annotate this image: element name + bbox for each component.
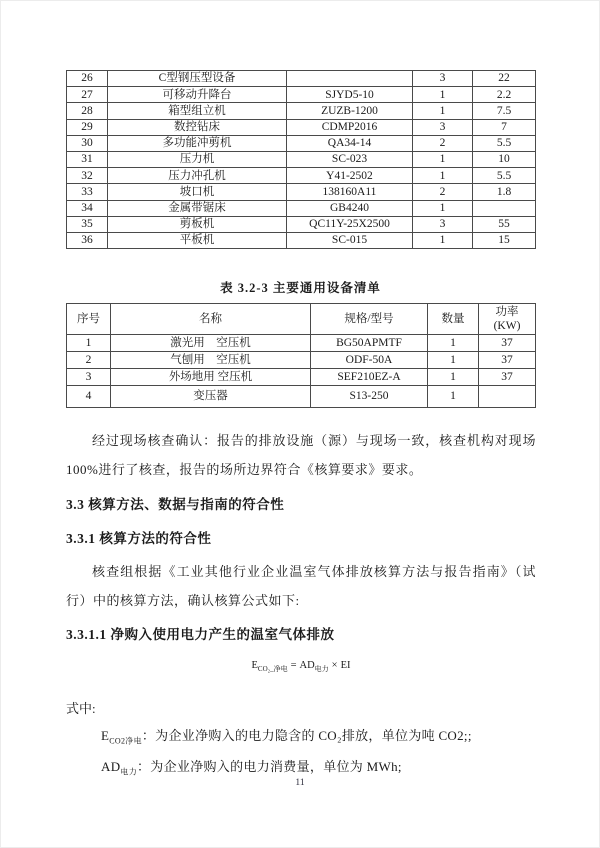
header-power [479, 304, 536, 335]
equipment-table-continued [66, 70, 536, 249]
cell-qty: 1 [413, 151, 473, 167]
cell-qty: 1 [428, 386, 479, 408]
cell-model: Y41-2502 [287, 168, 413, 184]
table-row [67, 232, 536, 248]
cell-no: 32 [67, 168, 108, 184]
cell-qty: 1 [428, 352, 479, 369]
cell-qty: 1 [413, 87, 473, 103]
definition-sub: 电力 [120, 767, 137, 777]
cell-no: 1 [67, 335, 111, 352]
cell-no: 28 [67, 103, 108, 119]
header-model: 规格/型号 [311, 304, 428, 335]
formula-rhs-sub: 电力 [314, 665, 329, 674]
header-power-line2: (KW) [493, 320, 521, 332]
table-row [67, 168, 536, 184]
definition-sub: CO2净电 [109, 736, 142, 746]
cell-no: 31 [67, 151, 108, 167]
paragraph-method-basis: 核查组根据《工业其他行业企业温室气体排放核算方法与报告指南》（试行）中的核算方法，确认核算公式如下: [66, 564, 536, 608]
header-name: 名称 [111, 304, 311, 335]
cell-no: 27 [67, 87, 108, 103]
cell-no: 29 [67, 119, 108, 135]
cell-power: 7.5 [473, 103, 536, 119]
cell-qty: 3 [413, 71, 473, 87]
table-row [67, 103, 536, 119]
cell-name: 平板机 [108, 232, 287, 248]
table-row [67, 369, 536, 386]
cell-model: GB4240 [287, 200, 413, 216]
cell-name: C型钢压型设备 [108, 71, 287, 87]
cell-no: 34 [67, 200, 108, 216]
cell-name: 多功能冲剪机 [108, 135, 287, 151]
definition-text: ：为企业净购入的电力隐含的 CO₂排放，单位为吨 CO2;; [141, 728, 472, 743]
cell-model: 138160A11 [287, 184, 413, 200]
table-caption: 表 3.2-3 主要通用设备清单 [220, 281, 381, 295]
cell-qty: 2 [413, 135, 473, 151]
general-equipment-table [66, 303, 536, 408]
cell-name: 坡口机 [108, 184, 287, 200]
table-row [67, 87, 536, 103]
formula-rhs-base: AD [299, 660, 315, 671]
cell-name: 压力机 [108, 151, 287, 167]
definition-base: AD [101, 759, 121, 774]
cell-power: 2.2 [473, 87, 536, 103]
cell-power: 15 [473, 232, 536, 248]
cell-name: 外场地用 空压机 [111, 369, 311, 386]
cell-power: 1.8 [473, 184, 536, 200]
where-label: 式中: [66, 701, 96, 716]
cell-name: 变压器 [111, 386, 311, 408]
cell-qty: 1 [413, 200, 473, 216]
formula-lhs-sub: CO₂_净电 [257, 665, 288, 674]
table-row [67, 151, 536, 167]
cell-name: 压力冲孔机 [108, 168, 287, 184]
cell-no: 36 [67, 232, 108, 248]
header-qty: 数量 [428, 304, 479, 335]
section-heading-3-3: 3.3 核算方法、数据与指南的符合性 [66, 497, 285, 512]
cell-power: 37 [479, 335, 536, 352]
cell-name: 激光用 空压机 [111, 335, 311, 352]
table-header-row [67, 304, 536, 335]
cell-name: 气刨用 空压机 [111, 352, 311, 369]
paragraph-site-check: 经过现场核查确认：报告的排放设施（源）与现场一致，核查机构对现场100%进行了核查，报告的场所边界符合《核算要求》要求。 [66, 433, 536, 477]
cell-no: 35 [67, 216, 108, 232]
cell-model: QA34-14 [287, 135, 413, 151]
cell-no: 4 [67, 386, 111, 408]
table-row [67, 200, 536, 216]
cell-name: 剪板机 [108, 216, 287, 232]
cell-qty: 3 [413, 216, 473, 232]
formula-lhs-base: E [251, 660, 258, 671]
cell-model: SEF210EZ-A [311, 369, 428, 386]
cell-qty: 1 [413, 232, 473, 248]
header-power-line1: 功率 [495, 305, 519, 318]
cell-model: QC11Y-25X2500 [287, 216, 413, 232]
cell-model: CDMP2016 [287, 119, 413, 135]
cell-model: BG50APMTF [311, 335, 428, 352]
cell-model: ODF-50A [311, 352, 428, 369]
cell-power: 37 [479, 369, 536, 386]
section-heading-3-3-1-1: 3.3.1.1 净购入使用电力产生的温室气体排放 [66, 627, 335, 642]
formula-times: × [331, 660, 338, 671]
cell-power: 22 [473, 71, 536, 87]
table-row [67, 352, 536, 369]
definition-text: ：为企业净购入的电力消费量，单位为 MWh; [137, 759, 402, 774]
cell-power: 37 [479, 352, 536, 369]
cell-qty: 1 [413, 168, 473, 184]
table-row [67, 119, 536, 135]
definition-base: E [101, 728, 110, 743]
cell-qty: 1 [428, 335, 479, 352]
table-row [67, 135, 536, 151]
section-heading-3-3-1: 3.3.1 核算方法的符合性 [66, 531, 212, 546]
cell-name: 金属带锯床 [108, 200, 287, 216]
page-number: 11 [295, 778, 305, 788]
table-row [67, 335, 536, 352]
cell-model: SC-015 [287, 232, 413, 248]
cell-no: 3 [67, 369, 111, 386]
cell-power: 7 [473, 119, 536, 135]
table-row [67, 386, 536, 408]
definition-eco2 [101, 727, 536, 751]
cell-name: 箱型组立机 [108, 103, 287, 119]
table-row [67, 184, 536, 200]
cell-model [287, 71, 413, 87]
cell-model: SC-023 [287, 151, 413, 167]
cell-name: 可移动升降台 [108, 87, 287, 103]
cell-model: ZUZB-1200 [287, 103, 413, 119]
cell-no: 33 [67, 184, 108, 200]
cell-qty: 1 [428, 369, 479, 386]
table-row [67, 71, 536, 87]
cell-name: 数控钻床 [108, 119, 287, 135]
cell-power: 55 [473, 216, 536, 232]
cell-model: S13-250 [311, 386, 428, 408]
formula-equals: = [290, 660, 297, 671]
emission-formula [66, 660, 536, 674]
cell-power [479, 386, 536, 408]
cell-qty: 1 [413, 103, 473, 119]
cell-power: 10 [473, 151, 536, 167]
cell-qty: 2 [413, 184, 473, 200]
cell-model: SJYD5-10 [287, 87, 413, 103]
cell-no: 30 [67, 135, 108, 151]
header-no: 序号 [67, 304, 111, 335]
cell-power: 5.5 [473, 135, 536, 151]
cell-power [473, 200, 536, 216]
cell-no: 2 [67, 352, 111, 369]
formula-factor: EI [340, 660, 351, 671]
cell-no: 26 [67, 71, 108, 87]
cell-qty: 3 [413, 119, 473, 135]
cell-power: 5.5 [473, 168, 536, 184]
table-row [67, 216, 536, 232]
